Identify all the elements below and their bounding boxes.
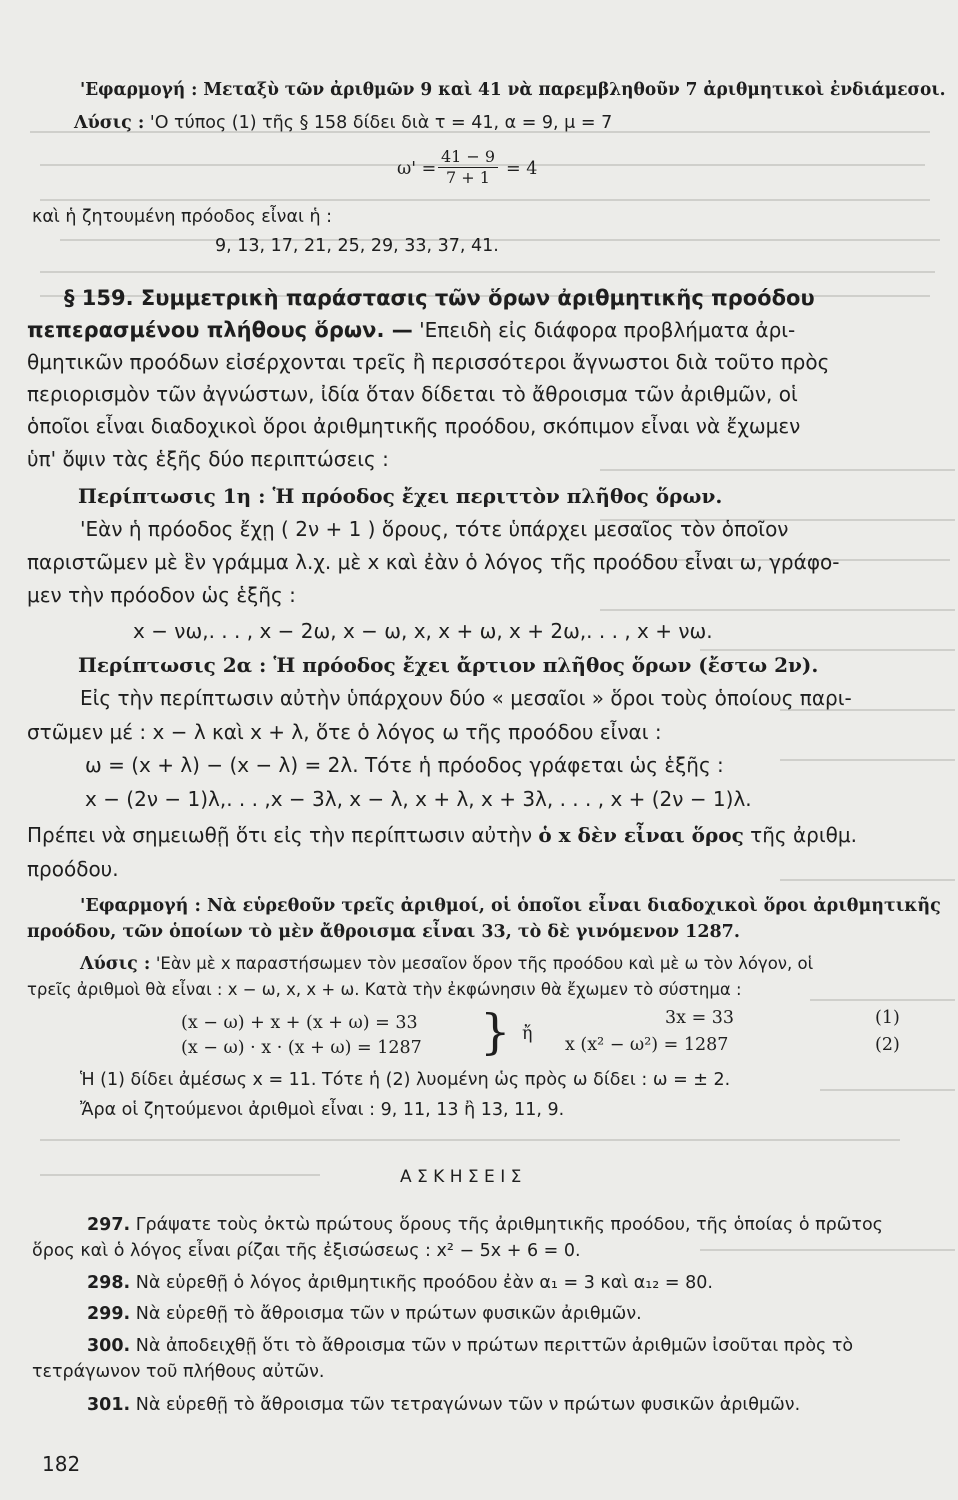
example-2-title <box>80 894 941 918</box>
case-2-line-2: στῶμεν μέ : x − λ καὶ x + λ, ὅτε ὁ λόγος ω τῆς προόδου εἶναι : <box>27 720 662 744</box>
solution-text: 'Ο τύπος (1) τῆς § 158 δίδει διὰ τ = 41, α = 9, μ = 7 <box>149 113 613 133</box>
system-eq-2-left: (x − ω) · x · (x + ω) = 1287 <box>181 1038 422 1058</box>
fraction-numerator: 41 − 9 <box>440 147 496 166</box>
equation-number-1: (1) <box>875 1008 900 1028</box>
exercise-300-line-2: τετράγωνον τοῦ πλήθους αὐτῶν. <box>32 1362 325 1382</box>
exercise-299 <box>87 1302 642 1326</box>
system-eq-1-left: (x − ω) + x + (x + ω) = 33 <box>181 1013 418 1033</box>
exercise-text: Γράψατε τοὺς ὀκτὼ πρώτους ὅρους τῆς ἀριθμητικῆς προόδου, τῆς ὁποίας ὁ πρῶτος <box>135 1215 883 1235</box>
note-text-c: τῆς ἀριθμ. <box>750 823 857 847</box>
solution-text: 'Εὰν μὲ x παραστήσωμεν τὸν μεσαῖον ὅρον τῆς προόδου καὶ μὲ ω τὸν λόγον, οἱ <box>155 954 814 973</box>
fraction <box>438 147 498 188</box>
exercise-text: Νὰ ἀποδειχθῇ ὅτι τὸ ἄθροισμα τῶν ν πρώτων περιττῶν ἀριθμῶν ἰσοῦται πρὸς τὸ <box>135 1336 854 1356</box>
section-heading-continued: πεπερασμένου πλήθους ὅρων. — <box>27 318 413 342</box>
solution-label: Λύσις : <box>74 113 145 133</box>
solution-label: Λύσις : <box>80 954 151 974</box>
system-eq-2-right: x (x² − ω²) = 1287 <box>565 1035 729 1055</box>
exercise-number: 297. <box>87 1215 131 1235</box>
section-paragraph-line-5: ὑπ' ὄψιν τὰς ἑξῆς δύο περιπτώσεις : <box>27 447 389 471</box>
example-2-statement: Νὰ εὑρεθοῦν τρεῖς ἀριθμοί, οἱ ὁποῖοι εἶναι διαδοχικοὶ ὅροι ἀριθμητικῆς <box>207 896 941 916</box>
exercise-297 <box>87 1213 883 1237</box>
exercise-number: 298. <box>87 1273 131 1293</box>
example-2-solution <box>80 952 813 976</box>
exercise-301 <box>87 1393 800 1417</box>
case-2-line-3: ω = (x + λ) − (x − λ) = 2λ. Τότε ἡ πρόοδος γράφεται ὡς ἑξῆς : <box>85 753 724 777</box>
exercise-298 <box>87 1271 713 1295</box>
fraction-rhs: = 4 <box>506 159 538 179</box>
case-2-formula: x − (2ν − 1)λ,. . . ,x − 3λ, x − λ, x + λ, x + 3λ, . . . , x + (2ν − 1)λ. <box>85 787 752 811</box>
case-2-note <box>27 823 857 847</box>
page-number: 182 <box>42 1452 81 1476</box>
fraction-lhs: ω' = <box>397 159 437 179</box>
section-paragraph-line-3: περιορισμὸν τῶν ἀγνώστων, ἰδία ὅταν δίδεται τὸ ἄθροισμα τῶν ἀριθμῶν, οἱ <box>27 382 798 406</box>
case-1-title: Περίπτωσις 1η : Ἡ πρόοδος ἔχει περιττὸν πλῆθος ὅρων. <box>78 484 723 508</box>
case-1-line-2: παριστῶμεν μὲ ἓν γράμμα λ.χ. μὲ x καὶ ἐὰν ὁ λόγος τῆς προόδου εἶναι ω, γράφο- <box>27 550 840 574</box>
exercise-300 <box>87 1334 853 1358</box>
sequence: 9, 13, 17, 21, 25, 29, 33, 37, 41. <box>215 236 499 256</box>
case-1-line-1: 'Εὰν ἡ πρόοδος ἔχῃ ( 2ν + 1 ) ὅρους, τότε ὑπάρχει μεσαῖος τὸν ὁποῖον <box>80 517 789 541</box>
exercises-heading: Α Σ Κ Η Σ Ε Ι Σ <box>400 1167 522 1187</box>
section-paragraph-line-1: 'Επειδὴ εἰς διάφορα προβλήματα ἀρι- <box>419 318 796 342</box>
exercise-number: 300. <box>87 1336 131 1356</box>
example-1-title: 'Εφαρμογή : Μεταξὺ τῶν ἀριθμῶν 9 καὶ 41 νὰ παρεμβληθοῦν 7 ἀριθμητικοὶ ἐνδιάμεσοι. <box>80 80 946 100</box>
fraction-denominator: 7 + 1 <box>446 168 490 187</box>
case-1-formula: x − νω,. . . , x − 2ω, x − ω, x, x + ω, x + 2ω,. . . , x + νω. <box>133 619 713 643</box>
case-2-line-1: Εἰς τὴν περίπτωσιν αὐτὴν ὑπάρχουν δύο « μεσαῖοι » ὅροι τοὺς ὁποίους παρι- <box>80 686 852 710</box>
exercise-297-line-2: ὅρος καὶ ὁ λόγος εἶναι ρίζαι τῆς ἐξισώσεως : x² − 5x + 6 = 0. <box>32 1241 581 1261</box>
section-paragraph-line-2: θμητικῶν προόδων εἰσέρχονται τρεῖς ἢ περισσότεροι ἄγνωστοι διὰ τοῦτο πρὸς <box>27 350 830 374</box>
section-heading-line-2 <box>27 318 795 342</box>
example-1-solution <box>74 111 612 135</box>
right-brace: } <box>480 1004 511 1060</box>
case-2-title: Περίπτωσις 2α : Ἡ πρόοδος ἔχει ἄρτιον πλῆθος ὅρων (ἔστω 2ν). <box>78 653 819 677</box>
equation-number-2: (2) <box>875 1035 900 1055</box>
exercise-text: Νὰ εὑρεθῇ τὸ ἄθροισμα τῶν ν πρώτων φυσικῶν ἀριθμῶν. <box>135 1304 642 1324</box>
note-emphasis: ὁ x δὲν εἶναι ὅρος <box>538 823 744 847</box>
section-paragraph-line-4: ὁποῖοι εἶναι διαδοχικοὶ ὅροι ἀριθμητικῆς προόδου, σκόπιμον εἶναι νὰ ἔχωμεν <box>27 414 801 438</box>
example-2-solution-line-2: τρεῖς ἀριθμοὶ θὰ εἶναι : x − ω, x, x + ω. Κατὰ τὴν ἐκφώνησιν θὰ ἔχωμεν τὸ σύστημα : <box>27 980 742 999</box>
system-or: ἤ <box>522 1024 533 1044</box>
exercise-number: 299. <box>87 1304 131 1324</box>
exercise-number: 301. <box>87 1395 131 1415</box>
section-heading-line-1: § 159. Συμμετρικὴ παράστασις τῶν ὅρων ἀριθμητικῆς προόδου <box>64 286 815 310</box>
example-2-result-2: Ἄρα οἱ ζητούμενοι ἀριθμοὶ εἶναι : 9, 11, 13 ἢ 13, 11, 9. <box>80 1100 565 1120</box>
example-2-title-line-2: προόδου, τῶν ὁποίων τὸ μὲν ἄθροισμα εἶναι 33, τὸ δὲ γινόμενον 1287. <box>27 922 740 942</box>
example-2-label: 'Εφαρμογή : <box>80 896 201 916</box>
sequence-intro: καὶ ἡ ζητουμένη πρόοδος εἶναι ἡ : <box>32 207 333 227</box>
system-eq-1-right: 3x = 33 <box>665 1008 735 1028</box>
case-1-line-3: μεν τὴν πρόοδον ὡς ἑξῆς : <box>27 583 296 607</box>
exercise-text: Νὰ εὑρεθῇ ὁ λόγος ἀριθμητικῆς προόδου ἐὰν α₁ = 3 καὶ α₁₂ = 80. <box>135 1273 713 1293</box>
case-2-note-end: προόδου. <box>27 857 119 881</box>
note-text-a: Πρέπει νὰ σημειωθῇ ὅτι εἰς τὴν περίπτωσιν αὐτὴν <box>27 823 532 847</box>
example-2-result-1: Ἡ (1) δίδει ἀμέσως x = 11. Τότε ἡ (2) λυομένη ὡς πρὸς ω δίδει : ω = ± 2. <box>80 1070 731 1090</box>
exercise-text: Νὰ εὑρεθῇ τὸ ἄθροισμα τῶν τετραγώνων τῶν ν πρώτων φυσικῶν ἀριθμῶν. <box>135 1395 801 1415</box>
